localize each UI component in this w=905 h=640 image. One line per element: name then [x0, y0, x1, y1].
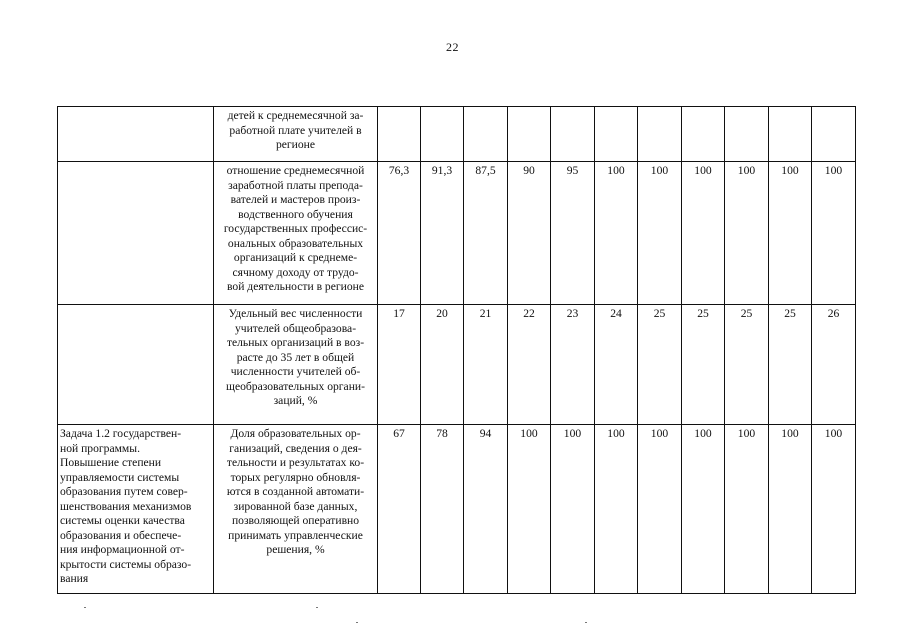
value-cell — [769, 107, 812, 162]
value-cell: 100 — [725, 162, 769, 305]
value-cell: 100 — [638, 425, 682, 594]
task-cell: Задача 1.2 государствен- ной программы. Повышение степени управляемости системы образования путем совер- шенствования механизмов системы оценки качества образования и обеспече- ния информационной от- крытости системы образо- вания — [58, 425, 214, 594]
indicator-cell: Доля образовательных ор- ганизаций, сведения о дея- тельности и результатах ко- торых регулярно обновля- ются в созданной автомати- зированной базе данных, позволяющей оперативно принимать управленческие решения, % — [214, 425, 378, 594]
value-cell: 23 — [551, 305, 595, 425]
indicator-cell: отношение среднемесячной заработной платы препода- вателей и мастеров произ- водственного обучения государственных профессис- ональных образовательных организаций к среднеме- сячному доходу от трудо- вой деятельности в регионе — [214, 162, 378, 305]
page-number: 22 — [446, 40, 459, 54]
value-cell: 91,3 — [421, 162, 464, 305]
value-cell: 100 — [682, 425, 725, 594]
value-cell: 20 — [421, 305, 464, 425]
value-cell — [725, 107, 769, 162]
indicators-table — [57, 106, 856, 594]
value-cell: 100 — [812, 425, 856, 594]
value-cell: 90 — [508, 162, 551, 305]
indicator-cell: детей к среднемесячной за- работной плате учителей в регионе — [214, 107, 378, 162]
value-cell: 25 — [682, 305, 725, 425]
value-cell — [682, 107, 725, 162]
value-cell: 100 — [682, 162, 725, 305]
value-cell: 22 — [508, 305, 551, 425]
value-cell: 25 — [769, 305, 812, 425]
value-cell: 25 — [725, 305, 769, 425]
value-cell: 100 — [769, 162, 812, 305]
value-cell: 76,3 — [378, 162, 421, 305]
table-row — [58, 305, 856, 425]
value-cell — [421, 107, 464, 162]
value-cell: 100 — [725, 425, 769, 594]
table-body — [58, 107, 856, 594]
value-cell: 100 — [508, 425, 551, 594]
scan-speck — [356, 622, 358, 623]
value-cell: 100 — [551, 425, 595, 594]
scan-speck — [84, 607, 86, 608]
task-cell — [58, 107, 214, 162]
value-cell — [508, 107, 551, 162]
value-cell: 94 — [464, 425, 508, 594]
value-cell — [812, 107, 856, 162]
value-cell: 24 — [595, 305, 638, 425]
value-cell — [638, 107, 682, 162]
value-cell: 25 — [638, 305, 682, 425]
value-cell — [464, 107, 508, 162]
value-cell: 100 — [812, 162, 856, 305]
value-cell: 17 — [378, 305, 421, 425]
value-cell: 100 — [638, 162, 682, 305]
task-cell — [58, 162, 214, 305]
value-cell — [378, 107, 421, 162]
scan-speck — [316, 607, 318, 608]
indicator-cell: Удельный вес численности учителей общеобразова- тельных организаций в воз- расте до 35 лет в общей численности учителей об- щеобразовательных органи- заций, % — [214, 305, 378, 425]
value-cell: 100 — [595, 162, 638, 305]
table-row — [58, 425, 856, 594]
scan-speck — [585, 622, 587, 623]
value-cell: 100 — [595, 425, 638, 594]
value-cell: 67 — [378, 425, 421, 594]
task-cell — [58, 305, 214, 425]
value-cell: 95 — [551, 162, 595, 305]
value-cell: 26 — [812, 305, 856, 425]
value-cell: 21 — [464, 305, 508, 425]
value-cell — [551, 107, 595, 162]
table-row — [58, 162, 856, 305]
value-cell: 87,5 — [464, 162, 508, 305]
value-cell: 100 — [769, 425, 812, 594]
value-cell: 78 — [421, 425, 464, 594]
table-row — [58, 107, 856, 162]
value-cell — [595, 107, 638, 162]
